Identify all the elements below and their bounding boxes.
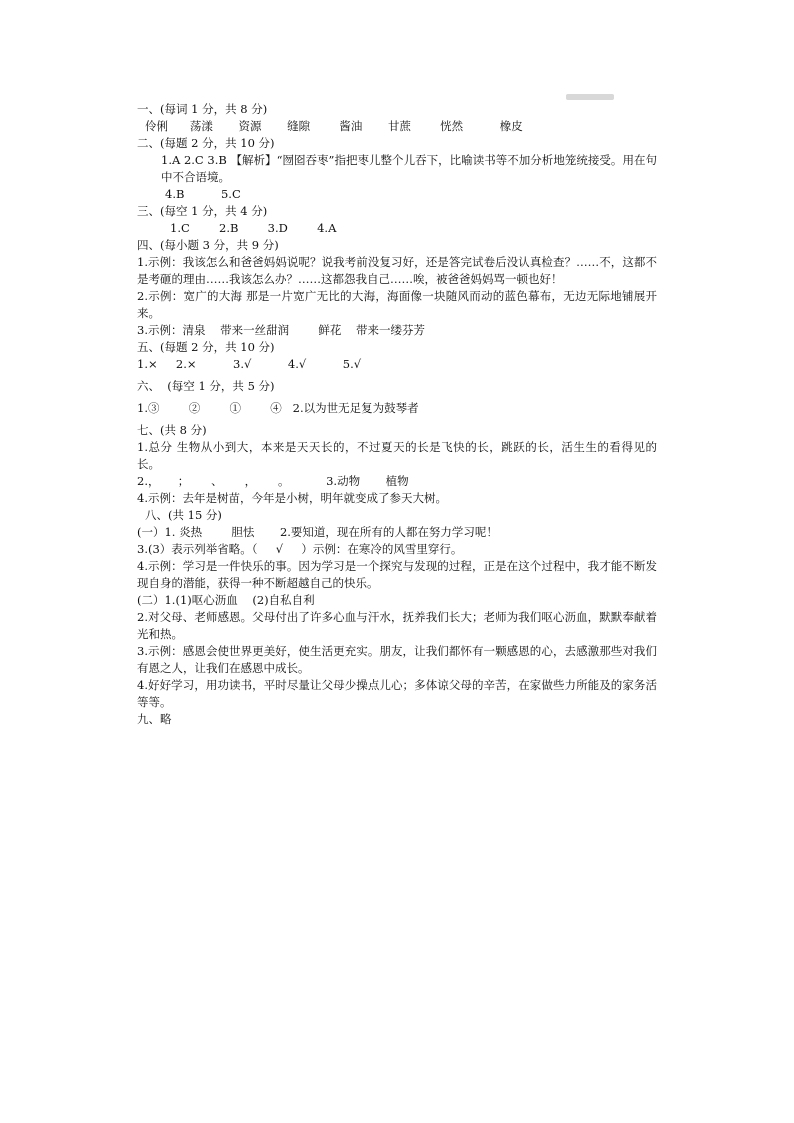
section-4-answer-1: 1.示例：我该怎么和爸爸妈妈说呢？说我考前没复习好，还是答完试卷后没认真检查？……不，这都不是考砸的理由……我该怎么办？……这都怨我自己……唉，被爸爸妈妈骂一顿也好！ [137,255,657,286]
section-6-heading: 六、 (每空 1 分，共 5 分) [137,379,275,393]
section-5-heading: 五、(每题 2 分，共 10 分) [137,340,275,354]
section-8-part-1-answer-4: 4.示例：学习是一件快乐的事。因为学习是一个探究与发现的过程，正是在这个过程中，我才能不断发现自身的潜能，获得一种不断超越自己的快乐。 [137,559,657,590]
section-1-heading: 一、(每词 1 分，共 8 分) [137,102,268,116]
section-7-answer-1: 1.总分 生物从小到大，本来是天天长的，不过夏天的长是飞快的长，跳跃的长，活生生的看得见的长。 [137,440,657,471]
section-8-part-2-answer-2: 2.对父母、老师感恩。父母付出了许多心血与汗水，抚养我们长大；老师为我们呕心沥血，默默奉献着光和热。 [137,610,657,641]
section-4-answer-3: 3.示例：清泉 带来一丝甜润 鲜花 带来一缕芬芳 [137,323,425,337]
section-2-answer-line: 1.A 2.C 3.B 【解析】“囫囵吞枣”指把枣儿整个儿吞下，比喻读书等不加分析地笼统接受。用在句中不合语境。 [161,153,657,184]
section-7-answer-2: 2.， ； 、 ， 。 3.动物 植物 [137,474,409,488]
section-6-answers: 1.③ ② ① ④ 2.以为世无足复为鼓琴者 [137,401,419,415]
section-8-heading: 八、(共 15 分) [145,508,222,522]
section-8-part-1-answer-1: (一）1. 炎热 胆怯 2.要知道，现在所有的人都在努力学习呢！ [137,525,498,539]
section-4-heading: 四、(每小题 3 分，共 9 分) [137,238,279,252]
section-8-part-2-answer-1: (二）1.(1)呕心沥血 (2)自私自利 [137,593,315,607]
section-7-answer-4: 4.示例：去年是树苗，今年是小树，明年就变成了参天大树。 [137,491,447,505]
section-9-heading: 九、略 [137,712,172,726]
section-2-heading: 二、(每题 2 分，共 10 分) [137,136,275,150]
corner-mark [566,94,614,100]
section-3-answers: 1.C 2.B 3.D 4.A [170,221,337,235]
section-8-part-2-answer-3: 3.示例：感恩会使世界更美好，使生活更充实。朋友，让我们都怀有一颗感恩的心，去感激那些对我们有恩之人，让我们在感恩中成长。 [137,644,657,675]
section-8-part-1-answer-3: 3.(3）表示列举省略。（ √ ）示例：在寒冷的风雪里穿行。 [137,542,463,556]
section-4-answer-2: 2.示例：宽广的大海 那是一片宽广无比的大海，海面像一块随风而动的蓝色幕布，无边无际地铺展开来。 [137,289,657,320]
section-1-answers: 伶俐 荡漾 资源 缝隙 酱油 甘蔗 恍然 橡皮 [145,119,523,133]
section-7-heading: 七、(共 8 分) [137,423,207,437]
section-2-answer-line-2: 4.B 5.C [165,187,241,201]
section-5-answers: 1.× 2.× 3.√ 4.√ 5.√ [137,357,362,371]
section-3-heading: 三、(每空 1 分，共 4 分) [137,204,268,218]
section-8-part-2-answer-4: 4.好好学习，用功读书，平时尽量让父母少操点儿心；多体谅父母的辛苦，在家做些力所能及的家务活等等。 [137,678,657,709]
answer-key [137,101,657,728]
